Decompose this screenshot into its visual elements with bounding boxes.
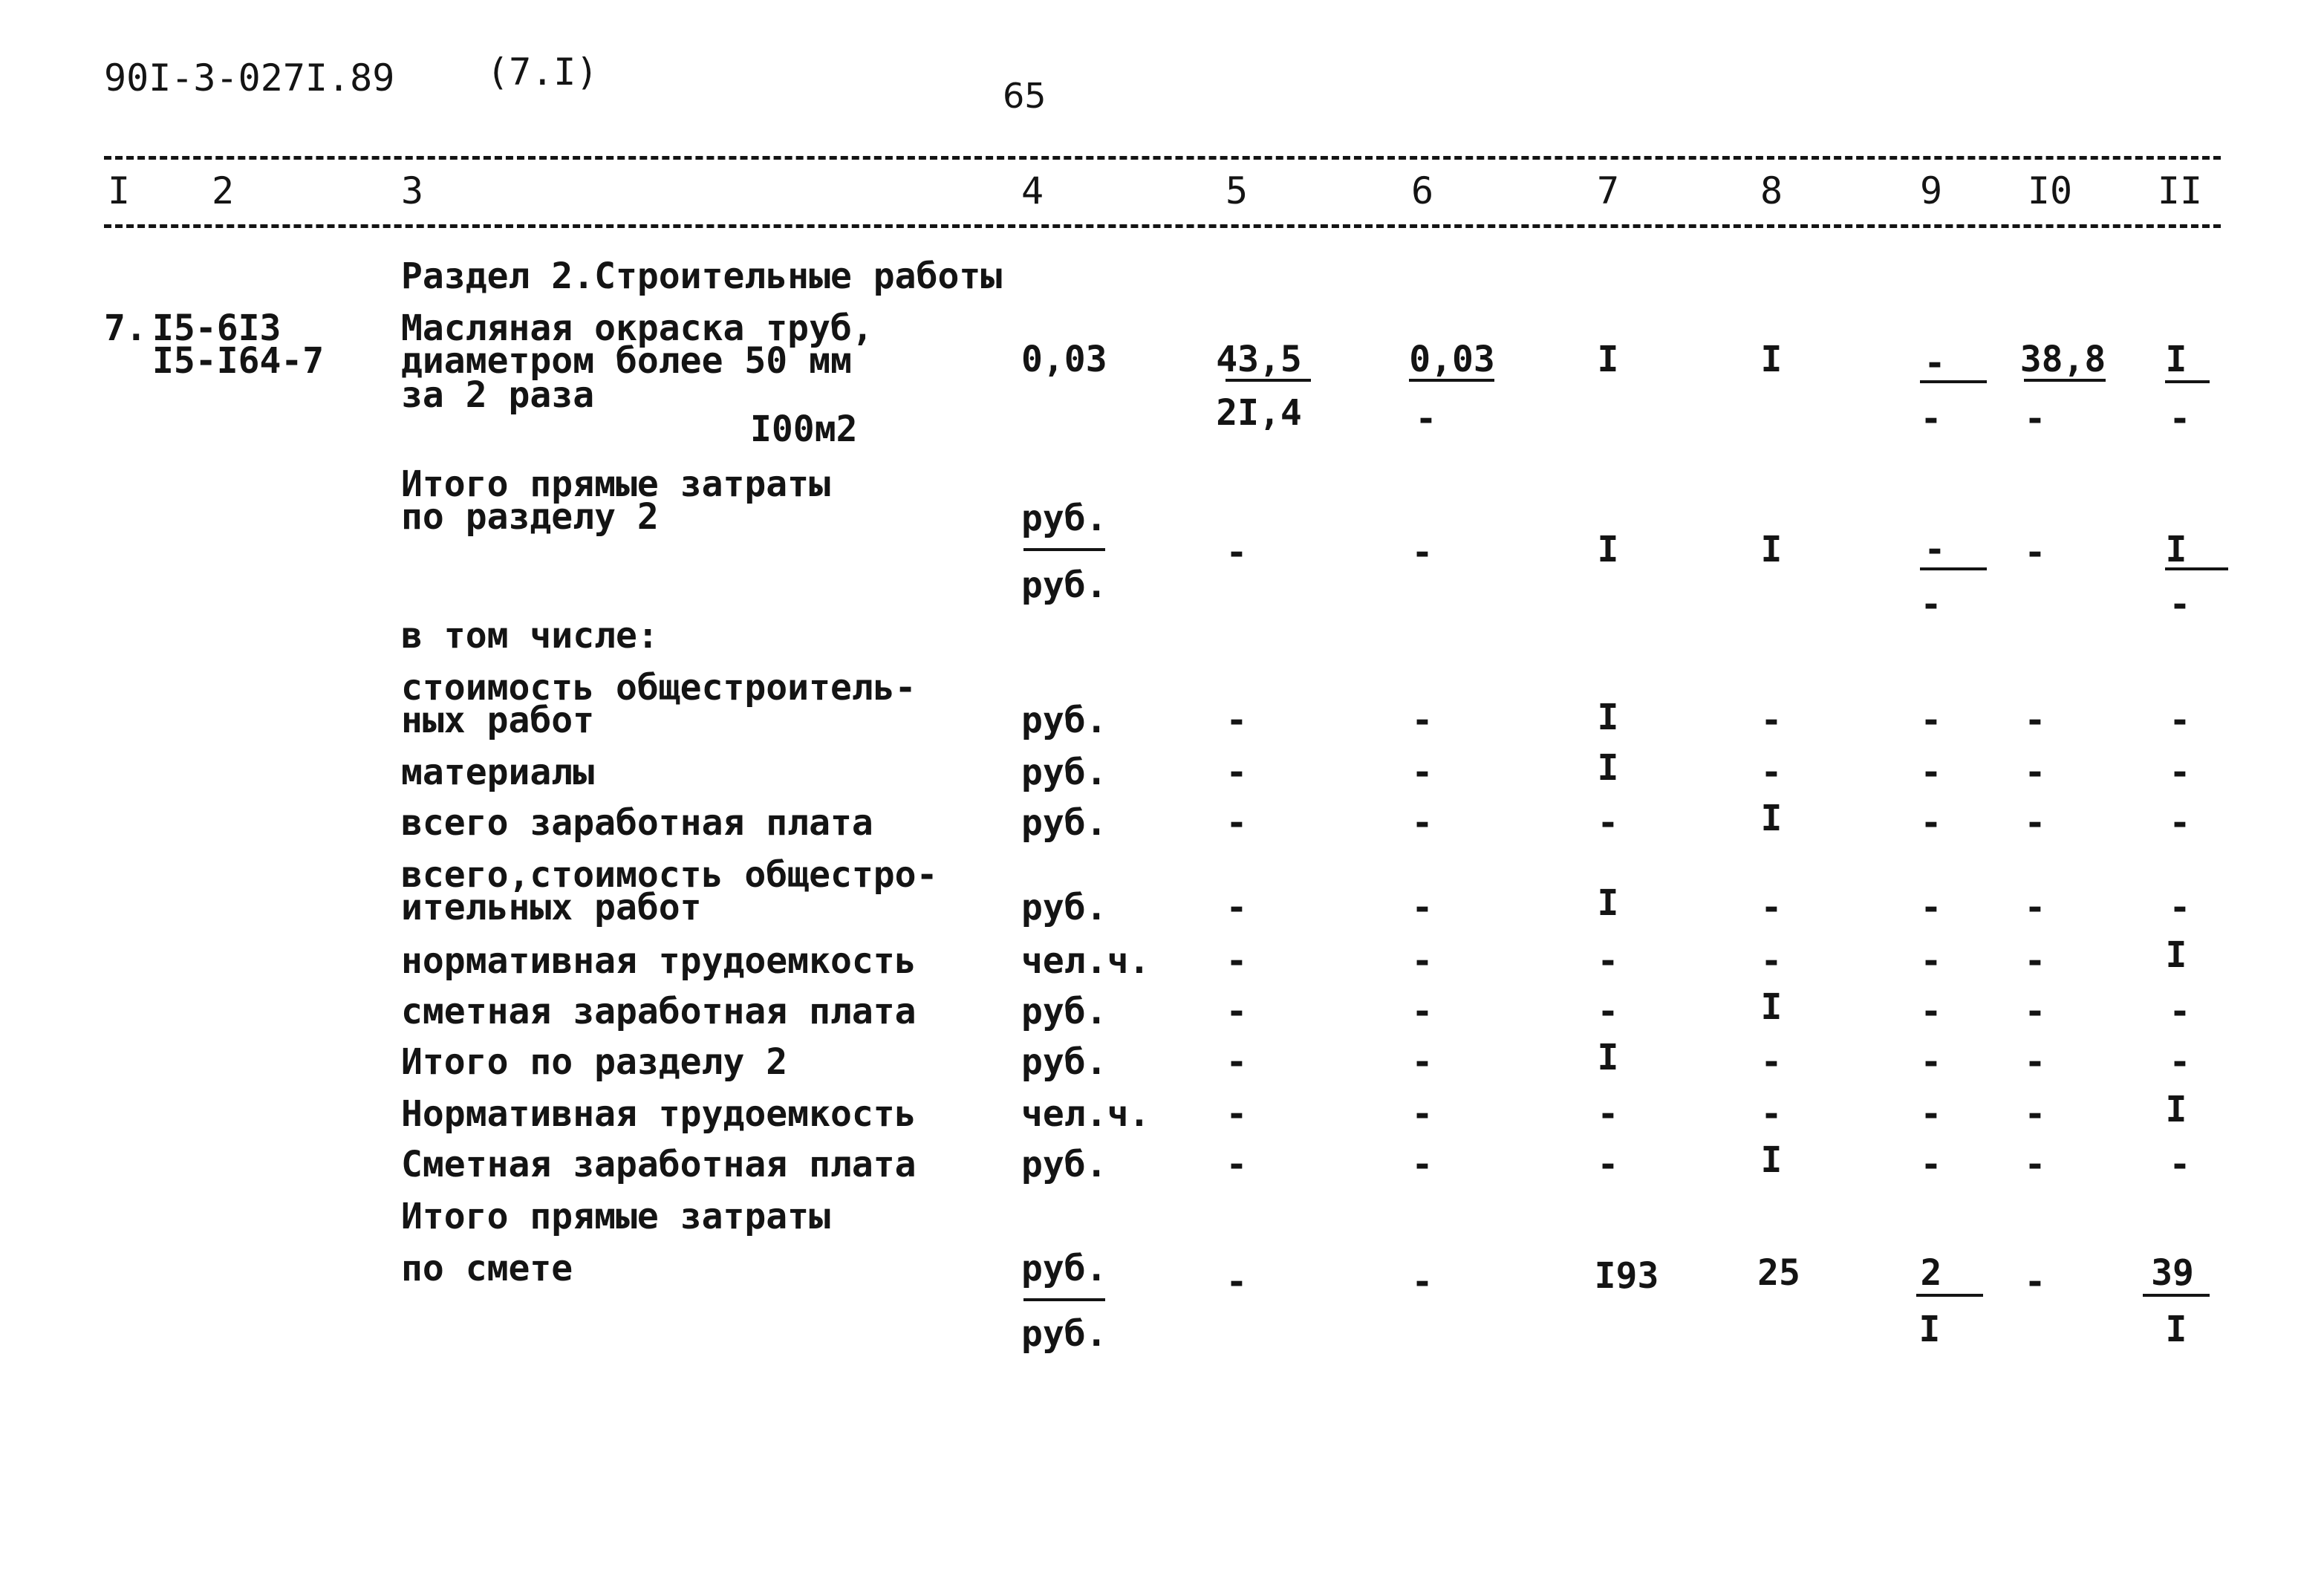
row-c11: - [2169,1041,2191,1083]
header-bottom-rule [104,224,2221,228]
item-code-1: I5-6I3 [152,307,281,349]
column-number-3: 3 [400,169,424,212]
item-c7: I [1597,339,1619,380]
row-label: Нормативная трудоемкость [401,1093,917,1135]
row-c5: - [1226,1093,1248,1135]
sheet-reference: (7.I) [486,51,599,94]
row-label-line-2: ительных работ [401,887,702,928]
row-c7: - [1597,991,1619,1032]
row-c6: - [1411,700,1433,741]
direct-costs-c11-bottom: - [2169,584,2191,625]
item-c6-fraction-line [1409,379,1494,382]
row-c9: - [1920,752,1942,793]
row-c7: - [1597,940,1619,982]
column-number-8: 8 [1760,169,1783,212]
row-c7: I [1597,747,1619,789]
direct-costs-unit-bottom: руб. [1021,564,1107,606]
row-c8: I [1760,986,1783,1028]
row-label: нормативная трудоемкость [401,940,917,982]
item-c9-fraction-line [1920,380,1987,383]
grand-total-c11-top: 39 [2151,1252,2194,1294]
row-c10: - [2024,752,2046,793]
row-c11: - [2169,802,2191,844]
column-number-6: 6 [1410,169,1434,212]
item-number: 7. [104,307,147,349]
row-c5: - [1226,1144,1248,1185]
item-unit: I00м2 [750,408,858,450]
row-label: сметная заработная плата [401,991,917,1032]
item-c11-top: I [2165,339,2187,380]
direct-costs-unit-fraction-line [1023,548,1105,551]
row-c10: - [2024,887,2046,928]
item-c8: I [1760,339,1783,380]
header-top-rule [104,156,2221,160]
row-c8: - [1760,1093,1783,1135]
row-unit: руб. [1021,887,1107,928]
row-c5: - [1226,1041,1248,1083]
grand-total-c5: - [1226,1261,1248,1303]
item-c9-top: - [1924,342,1946,384]
row-c7: - [1597,1144,1619,1185]
grand-total-unit-fraction-line [1023,1298,1105,1301]
section-title: Раздел 2.Строительные работы [401,255,1003,297]
row-c11: I [2165,934,2187,976]
row-c7: I [1597,697,1619,738]
item-c10-top: 38,8 [2019,339,2106,380]
row-c5: - [1226,991,1248,1032]
row-label-line-2: ных работ [401,700,595,741]
grand-total-unit-bottom: руб. [1021,1313,1107,1355]
row-c10: - [2024,802,2046,844]
row-c10: - [2024,1144,2046,1185]
row-unit: чел.ч. [1021,1093,1150,1135]
column-number-10: I0 [2027,169,2073,212]
direct-costs-c10: - [2024,532,2046,573]
row-label-line-1: всего,стоимость общестро- [401,854,938,896]
row-label: всего заработная плата [401,802,873,844]
grand-total-c9-fraction-line [1916,1294,1983,1297]
row-c6: - [1411,1093,1433,1135]
row-label: материалы [401,752,595,793]
item-c10-bottom: - [2024,398,2046,440]
column-number-2: 2 [211,169,235,212]
row-label: Итого по разделу 2 [401,1041,788,1083]
row-c6: - [1411,991,1433,1032]
row-c11: I [2165,1089,2187,1130]
row-c10: - [2024,700,2046,741]
row-c7: I [1597,1037,1619,1078]
column-number-11: II [2157,169,2203,212]
row-c8: I [1760,798,1783,839]
row-c9: - [1920,940,1942,982]
direct-costs-c9-fraction-line [1920,567,1987,570]
item-c6-bottom: - [1415,398,1437,440]
grand-total-c9-bottom: I [1918,1309,1941,1350]
row-c10: - [2024,1093,2046,1135]
row-c9: - [1920,887,1942,928]
item-c10-fraction-line [2024,379,2106,382]
direct-costs-c9-bottom: - [1920,584,1942,625]
column-number-7: 7 [1596,169,1620,212]
direct-costs-label-line-2: по разделу 2 [401,496,659,538]
row-c9: - [1920,1041,1942,1083]
row-c7: I [1597,882,1619,924]
row-c9: - [1920,1093,1942,1135]
grand-total-c8: 25 [1757,1252,1800,1294]
row-c5: - [1226,802,1248,844]
direct-costs-c11-fraction-line [2165,567,2228,570]
item-c9-bottom: - [1920,398,1942,440]
grand-total-unit-top: руб. [1021,1248,1107,1289]
direct-costs-unit-top: руб. [1021,498,1107,539]
row-c6: - [1411,887,1433,928]
direct-costs-c5: - [1226,532,1248,573]
item-c11-bottom: - [2169,398,2191,440]
grand-total-c9-top: 2 [1920,1252,1942,1294]
column-number-5: 5 [1225,169,1249,212]
grand-total-c10: - [2024,1261,2046,1303]
row-unit: чел.ч. [1021,940,1150,982]
row-c5: - [1226,752,1248,793]
grand-total-c11-bottom: I [2165,1309,2187,1350]
column-number-9: 9 [1919,169,1943,212]
row-c8: I [1760,1139,1783,1181]
row-unit: руб. [1021,991,1107,1032]
row-c9: - [1920,700,1942,741]
item-quantity: 0,03 [1021,339,1107,380]
grand-total-c7: I93 [1594,1255,1659,1297]
item-c6-top: 0,03 [1409,339,1495,380]
row-label-line-1: стоимость общестроитель- [401,667,917,709]
row-unit: руб. [1021,802,1107,844]
including-label: в том числе: [401,615,659,657]
row-c6: - [1411,752,1433,793]
row-c11: - [2169,991,2191,1032]
direct-costs-c11-top: I [2165,529,2187,570]
item-c11-fraction-line [2165,380,2210,383]
direct-costs-c9-top: - [1924,529,1946,570]
item-description-line-1: Масляная окраска труб, [401,307,873,349]
row-c7: - [1597,802,1619,844]
row-c11: - [2169,1144,2191,1185]
item-code-2: I5-I64-7 [152,340,325,382]
row-c11: - [2169,700,2191,741]
item-description-line-3: за 2 раза [401,374,595,416]
row-c8: - [1760,887,1783,928]
document-code: 90I-3-027I.89 [104,56,395,100]
row-unit: руб. [1021,700,1107,741]
row-c9: - [1920,991,1942,1032]
row-c11: - [2169,887,2191,928]
row-unit: руб. [1021,1144,1107,1185]
direct-costs-c6: - [1411,532,1433,573]
row-c6: - [1411,1041,1433,1083]
direct-costs-c7: I [1597,529,1619,570]
direct-costs-label-line-1: Итого прямые затраты [401,463,830,505]
row-c8: - [1760,752,1783,793]
row-c5: - [1226,700,1248,741]
row-c5: - [1226,887,1248,928]
row-c8: - [1760,940,1783,982]
row-c8: - [1760,700,1783,741]
grand-total-c11-fraction-line [2143,1294,2210,1297]
row-label: Сметная заработная плата [401,1144,917,1185]
row-c11: - [2169,752,2191,793]
row-c9: - [1920,802,1942,844]
item-c5-bottom: 2I,4 [1216,392,1302,434]
row-c6: - [1411,802,1433,844]
row-c10: - [2024,940,2046,982]
row-c6: - [1411,1144,1433,1185]
row-c10: - [2024,1041,2046,1083]
row-unit: руб. [1021,752,1107,793]
row-c10: - [2024,991,2046,1032]
item-description-line-2: диаметром более 50 мм [401,340,852,382]
row-c8: - [1760,1041,1783,1083]
item-c5-top: 43,5 [1216,339,1302,380]
row-c7: - [1597,1093,1619,1135]
row-c5: - [1226,940,1248,982]
row-c9: - [1920,1144,1942,1185]
grand-total-label-line-1: Итого прямые затраты [401,1196,830,1237]
grand-total-c6: - [1411,1261,1433,1303]
column-number-1: I [107,169,131,212]
page-number: 65 [1003,76,1047,116]
direct-costs-c8: I [1760,529,1783,570]
column-number-4: 4 [1021,169,1044,212]
grand-total-label-line-2: по смете [401,1248,573,1289]
item-c5-fraction-line [1226,379,1311,382]
row-c6: - [1411,940,1433,982]
row-unit: руб. [1021,1041,1107,1083]
